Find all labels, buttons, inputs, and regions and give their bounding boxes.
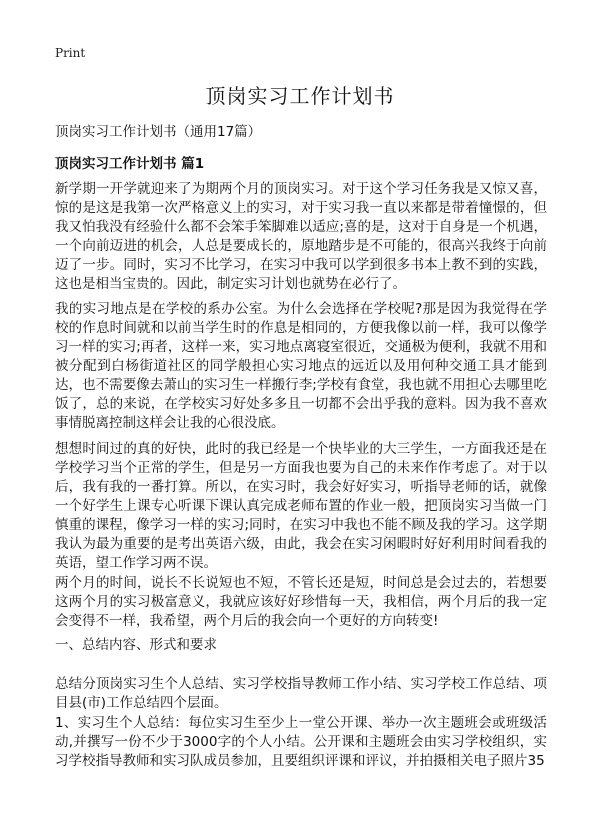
subsection-heading: 一、总结内容、形式和要求 [55, 637, 217, 653]
print-link[interactable]: Print [55, 46, 86, 60]
paragraph: 新学期一开学就迎来了为期两个月的顶岗实习。对于这个学习任务我是又惊又喜，惊的是这是我第一次严格意义上的实习，对于实习我一直以来都是带着憧憬的，但我又怕我没有经验什么都不会笨手笨脚难以适应;喜的是，这对于自身是一个机遇，一个向前迈进的机会，人总是要成长的，原地踏步是不可能的，很高兴我终于向前迈了一步。同时，实习不比学习，在实习中我可以学到很多书本上教不到的实践，这也是相当宝贵的。因此，制定实习计划也就势在必行了。 [55, 181, 547, 292]
paragraph: 1、实习生个人总结：每位实习生至少上一堂公开课、举办一次主题班会或班级活动,并撰写一份不少于3000字的个人小结。公开课和主题班会由实习学校组织，实习学校指导教师和实习队成员参加，且要组织评课和评议，并拍摄相关电子照片35 [55, 715, 547, 769]
paragraph: 两个月的时间，说长不长说短也不短，不管长还是短，时间总是会过去的，若想要这两个月的实习极富意义，我就应该好好珍惜每一天，我相信，两个月后的我一定会变得不一样，我希望，两个月后的我会向一个更好的方向转变! [55, 575, 547, 629]
paragraph: 总结分顶岗实习生个人总结、实习学校指导教师工作小结、实习学校工作总结、项目县(市)工作总结四个层面。 [55, 676, 547, 711]
section-heading: 顶岗实习工作计划书 篇1 [55, 156, 205, 172]
paragraph: 想想时间过的真的好快，此时的我已经是一个快毕业的大三学生，一方面我还是在学校学习当个正常的学生，但是另一方面我也要为自己的未来作作考虑了。对于以后，我有我的一番打算。所以，在实习时，我会好好实习，听指导老师的话，就像一个好学生上课专心听课下课认真完成老师布置的作业一般，把顶岗实习当做一门慎重的课程，像学习一样的实习;同时，在实习中我也不能不顾及我的学习。这学期我认为最为重要的是考出英语六级，由此，我会在实习闲暇时好好利用时间看我的英语，望工作学习两不误。 [55, 441, 547, 571]
document-subtitle: 顶岗实习工作计划书（通用17篇） [55, 124, 262, 140]
document-title: 顶岗实习工作计划书 [205, 84, 395, 108]
paragraph: 我的实习地点是在学校的系办公室。为什么会选择在学校呢?那是因为我觉得在学校的作息时间就和以前当学生时的作息是相同的，方便我像以前一样，我可以像学习一样的实习;再者，这样一来，实习地点离寝室很近，交通极为便利，我就不用和被分配到白杨街道社区的同学般担心实习地点的远近以及用何种交通工具才能到达，也不需要像去萧山的实习生一样搬行李;学校有食堂，我也就不用担心去哪里吃饭了，总的来说，在学校实习好处多多且一切都不会出乎我的意料。因为我不喜欢事情脱离控制这样会让我的心很没底。 [55, 301, 547, 431]
